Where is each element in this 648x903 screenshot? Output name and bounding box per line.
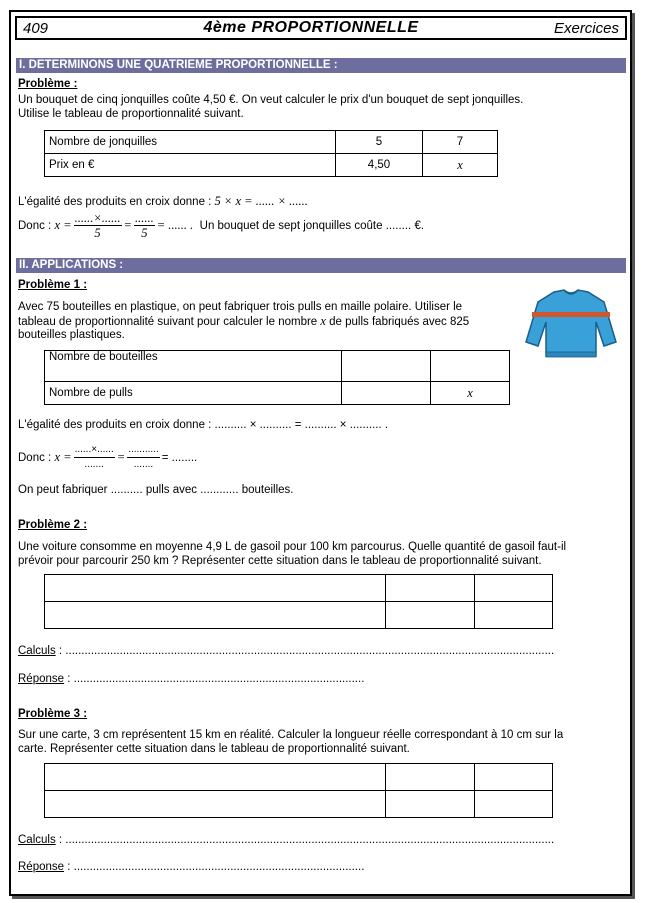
donc-label: Donc :: [18, 451, 52, 464]
fraction-denominator: 5: [94, 226, 101, 240]
table-cell: [342, 351, 431, 382]
table-cell: [45, 575, 386, 602]
donc-end: = ........: [161, 451, 198, 464]
problem-3-text-2: carte. Représenter cette situation dans le tableau de proportionnalité suivant.: [18, 743, 410, 755]
sweater-icon: [524, 286, 618, 362]
table-row: [45, 575, 553, 602]
fraction-numerator: ...........: [127, 443, 160, 458]
table-cell: [386, 602, 475, 629]
problem-3-text-1: Sur une carte, 3 cm représentent 15 km en réalité. Calculer la longueur réelle correspondant à 10 cm sur la: [18, 729, 564, 741]
conclusion: Un bouquet de sept jonquilles coûte ........ €.: [199, 219, 425, 232]
problem-1-text-2: tableau de proportionnalité suivant pour calculer le nombre x de pulls fabriqués avec 825: [18, 314, 470, 328]
table-cell: [475, 602, 553, 629]
table-cell: [342, 382, 431, 405]
problem-text-1: Un bouquet de cinq jonquilles coûte 4,50 €. On veut calculer le prix d'un bouquet de sept jonquilles.: [18, 94, 524, 106]
problem-2-text-2: prévoir pour parcourir 250 km ? Représenter cette situation dans le tableau de proportionnalité suivant.: [18, 555, 542, 567]
table-cell: [475, 575, 553, 602]
table-cell: Nombre de pulls: [45, 382, 342, 405]
p3-reponse: Réponse : ...........................................................................................: [18, 861, 365, 873]
table-jonquilles: [44, 130, 498, 177]
table-cell: [475, 791, 553, 818]
p3-calculs: Calculs : .........................................................................................................................................................: [18, 834, 555, 846]
fraction-denominator: .......: [133, 459, 154, 470]
donc-x: x =: [54, 450, 72, 464]
problem-2-title: Problème 2 :: [18, 519, 88, 531]
table-row: [45, 154, 498, 177]
p2-calculs: Calculs : .........................................................................................................................................................: [18, 645, 555, 657]
problem-2-text-1: Une voiture consomme en moyenne 4,9 L de gasoil pour 100 km parcourus. Quelle quantité de gasoil faut-il: [18, 541, 567, 553]
donc-x: x =: [54, 218, 72, 232]
table-cell: 4,50: [336, 154, 423, 177]
table-problem-3: [44, 763, 553, 818]
table-row: [45, 602, 553, 629]
donc-label: Donc :: [18, 219, 52, 232]
table-cell: [45, 764, 386, 791]
sheet-type: Exercices: [553, 19, 619, 37]
table-cell: x: [431, 382, 510, 405]
egalite-math: 5 × x = ...... × ......: [214, 194, 308, 208]
egalite-line: [18, 194, 308, 209]
table-cell: [45, 602, 386, 629]
table-row: [45, 382, 510, 405]
section-2-title: II. APPLICATIONS :: [16, 258, 626, 273]
egalite-label: L'égalité des produits en croix donne :: [18, 196, 215, 208]
problem-3-title: Problème 3 :: [18, 708, 88, 720]
table-cell: Prix en €: [45, 154, 336, 177]
table-cell: [386, 791, 475, 818]
fraction: [127, 443, 160, 472]
table-bouteilles: [44, 350, 510, 405]
table-row: [45, 791, 553, 818]
table-cell: Nombre de bouteilles: [45, 351, 342, 382]
donc-line: Donc : x = $\frac{......\times......}{5}$ = $\frac{......}{5}$ = ...... . Un bouquet de sept jonquilles coûte ........ €.: [18, 211, 425, 240]
table-cell: [475, 764, 553, 791]
fraction: [74, 443, 115, 472]
fraction-denominator: .......: [84, 459, 104, 470]
p1-donc-line: Donc : x = $\frac{......\times......}{.......}$ = $\frac{...........}{.......}$ = ........: [18, 444, 198, 470]
fraction-numerator: ......: [134, 211, 154, 225]
fraction-numerator: ......×......: [74, 211, 121, 225]
problem-1-text-3: bouteilles plastiques.: [18, 329, 125, 341]
fraction-denominator: 5: [141, 226, 148, 240]
table-row: [45, 351, 510, 382]
donc-end: = ...... .: [156, 218, 194, 232]
table-row: [45, 131, 498, 154]
problem-1-text-1: Avec 75 bouteilles en plastique, on peut fabriquer trois pulls en maille polaire. Utiliser le: [18, 301, 463, 313]
p1-egalite: L'égalité des produits en croix donne : .......... × .......... = .......... × .......... .: [18, 419, 389, 431]
table-cell: [386, 764, 475, 791]
sheet-title: 4ème PROPORTIONNELLE: [203, 19, 419, 36]
section-1-title: I. DETERMINONS UNE QUATRIEME PROPORTIONNELLE :: [16, 58, 626, 73]
fraction: [134, 211, 155, 240]
problem-title: Problème :: [18, 78, 78, 90]
table-row: [45, 764, 553, 791]
table-problem-2: [44, 574, 553, 629]
table-cell: 7: [423, 131, 498, 154]
fraction-numerator: ......×......: [74, 443, 115, 458]
table-cell: x: [423, 154, 498, 177]
table-cell: [431, 351, 510, 382]
p1-conclusion: On peut fabriquer .......... pulls avec ............ bouteilles.: [18, 484, 294, 496]
problem-1-title: Problème 1 :: [18, 279, 88, 291]
p2-reponse: Réponse : ...........................................................................................: [18, 673, 365, 685]
page-header: [15, 16, 627, 40]
table-cell: [386, 575, 475, 602]
table-cell: [45, 791, 386, 818]
problem-text-2: Utilise le tableau de proportionnalité suivant.: [18, 108, 244, 120]
sheet-number: 409: [23, 19, 49, 37]
fraction: [74, 211, 122, 240]
table-cell: Nombre de jonquilles: [45, 131, 336, 154]
table-cell: 5: [336, 131, 423, 154]
